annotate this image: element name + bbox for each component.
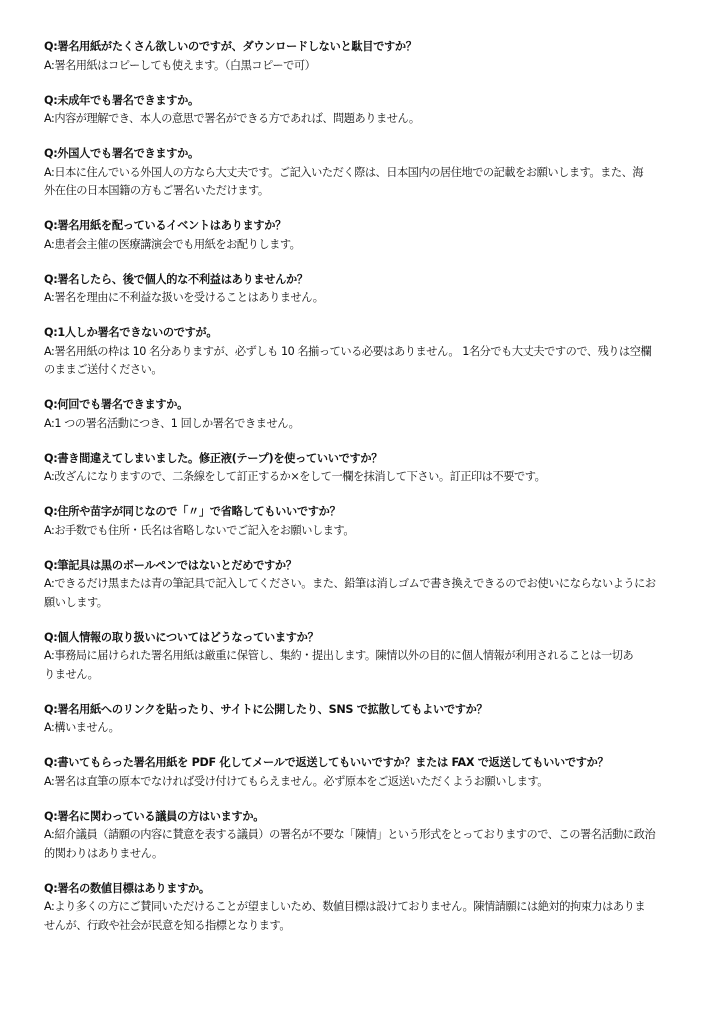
faq-question: Q:未成年でも署名できますか。 <box>44 93 199 107</box>
faq-answer-line: A:事務局に届けられた署名用紙は厳重に保管し、集約・提出します。陳情以外の目的に個人情報が利用されることは一切あ <box>44 649 634 662</box>
faq-item <box>44 754 689 791</box>
faq-answer-line: A:署名を理由に不利益な扱いを受けることはありません。 <box>44 291 324 304</box>
faq-question: Q:個人情報の取り扱いについてはどうなっていますか？ <box>44 630 319 644</box>
faq-answer-line: A:お手数でも住所・氏名は省略しないでご記入をお願いします。 <box>44 523 355 537</box>
faq-question: Q:署名に関わっている議員の方はいますか。 <box>44 809 265 823</box>
faq-answer-line: A:日本に住んでいる外国人の方なら大丈夫です。ご記入いただく際は、日本国内の居住地での記載をお願いします。また、海 <box>44 165 644 179</box>
faq-question: Q:1人しか署名できないのですが。 <box>44 326 218 339</box>
faq-answer-line: のままご送付ください。 <box>44 363 163 376</box>
faq-item <box>44 450 689 487</box>
faq-answer-line: 外在住の日本国籍の方もご署名いただけます。 <box>44 184 269 197</box>
faq-item <box>44 396 689 433</box>
faq-question: Q:書き間違えてしまいました。修正液(テープ)を使っていいですか？ <box>44 451 383 465</box>
faq-answer-line: A:構いません。 <box>44 721 120 734</box>
faq-answer-line: A:できるだけ黒または青の筆記具で記入してください。また、鉛筆は消しゴムで書き換えできるのでお使いにならないようにお <box>44 577 656 590</box>
faq-question: Q:署名用紙がたくさん欲しいのですが、ダウンロードしないと駄目ですか？ <box>44 40 417 53</box>
faq-question: Q:何回でも署名できますか。 <box>44 398 189 411</box>
faq-question: Q:署名したら、後で個人的な不利益はありませんか？ <box>44 272 308 286</box>
faq-item <box>44 324 689 380</box>
faq-item <box>44 271 689 308</box>
faq-item <box>44 701 689 738</box>
faq-question: Q:筆記具は黒のボールペンではないとだめですか？ <box>44 558 297 572</box>
faq-item <box>44 557 689 613</box>
faq-answer-line: 願いします。 <box>44 595 108 609</box>
faq-item <box>44 38 689 75</box>
faq-answer-line: A:患者会主催の医療講演会でも用紙をお配りします。 <box>44 237 301 251</box>
faq-item <box>44 503 689 540</box>
faq-item <box>44 92 689 129</box>
faq-answer-line: りません。 <box>44 667 99 681</box>
faq-answer-line: A:1 つの署名活動につき、1 回しか署名できません。 <box>44 416 300 430</box>
faq-answer-line: A:署名用紙の枠は 10 名分ありますが、必ずしも 10 名揃っている必要はありません。 1名分でも大丈夫ですので、残りは空欄 <box>44 344 652 358</box>
faq-answer-line: A:紹介議員（請願の内容に賛意を表する議員）の署名が不要な「陳情」という形式をとっておりますので、この署名活動に政治 <box>44 828 656 841</box>
faq-item <box>44 880 689 936</box>
faq-answer-line: A:内容が理解でき、本人の意思で署名ができる方であれば、問題ありません。 <box>44 112 420 125</box>
faq-question: Q:署名用紙へのリンクを貼ったり、サイトに公開したり、SNS で拡散してもよいですか？ <box>44 702 488 716</box>
faq-answer-line: 的関わりはありません。 <box>44 846 163 860</box>
faq-answer-line: A:改ざんになりますので、二条線をして訂正するか×をして一欄を抹消して下さい。訂正印は不要です。 <box>44 470 546 483</box>
faq-answer-line: A:署名は直筆の原本でなければ受け付けてもらえません。必ず原本をご返送いただくようお願いします。 <box>44 774 549 788</box>
faq-question: Q:書いてもらった署名用紙を PDF 化してメールで返送してもいいですか？または FAX で返送してもいいですか？ <box>44 756 609 769</box>
faq-answer-line: せんが、行政や社会が民意を知る指標となります。 <box>44 918 291 932</box>
faq-item <box>44 217 689 254</box>
faq-list <box>44 38 689 952</box>
faq-question: Q:外国人でも署名できますか。 <box>44 147 199 160</box>
faq-answer-line: A:より多くの方にご賛同いただけることが望ましいため、数値目標は設けておりません。陳情請願には絶対的拘束力はありま <box>44 900 646 913</box>
faq-item <box>44 629 689 685</box>
faq-question: Q:住所や苗字が同じなので「〃」で省略してもいいですか？ <box>44 505 341 518</box>
faq-answer-line: A:署名用紙はコピーしても使えます。（白黒コピーで可） <box>44 58 316 72</box>
faq-item <box>44 145 689 201</box>
faq-item <box>44 808 689 864</box>
faq-question: Q:署名の数値目標はありますか。 <box>44 881 210 895</box>
faq-question: Q:署名用紙を配っているイベントはありますか？ <box>44 219 287 232</box>
